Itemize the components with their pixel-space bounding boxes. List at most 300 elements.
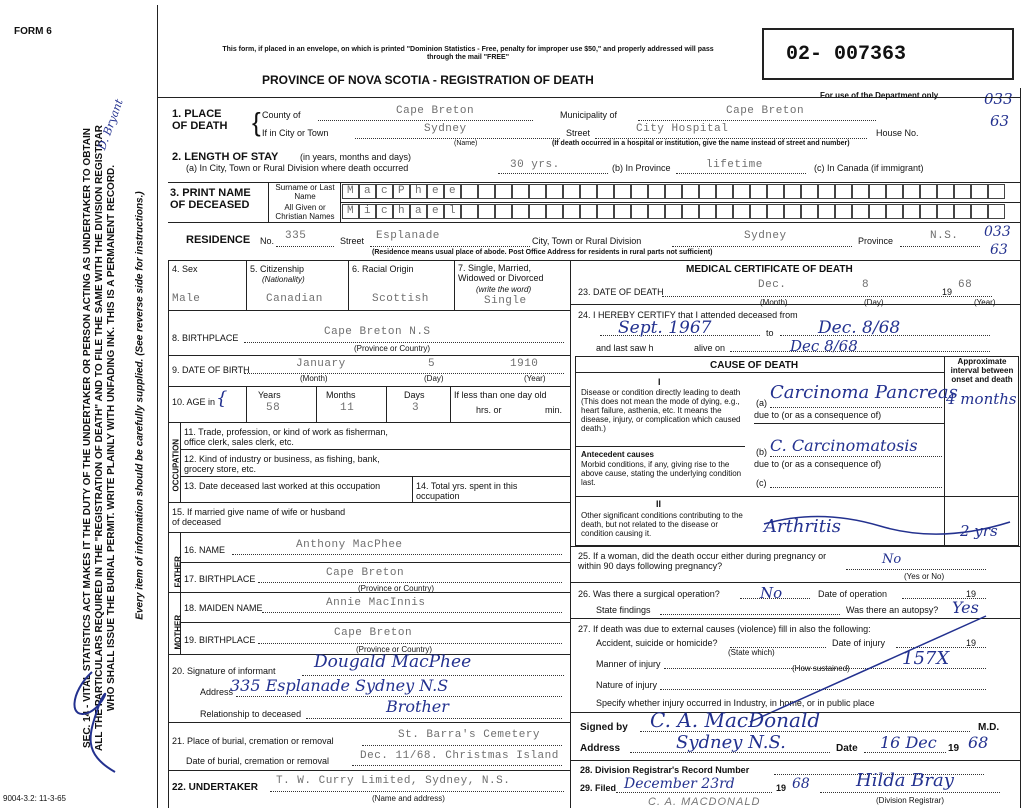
father-birthplace-line	[258, 582, 562, 583]
surname-letter-box	[716, 184, 733, 199]
given-name-letter-box	[495, 204, 512, 219]
dod-year-sub: (Year)	[974, 298, 996, 307]
signature-year: 68	[968, 733, 989, 752]
given-name-letter-box	[920, 204, 937, 219]
rule	[168, 310, 570, 311]
cause-b-line	[770, 456, 942, 457]
residence-code-2: 63	[990, 242, 1008, 258]
rule	[180, 622, 570, 623]
informant-signature-label: 20. Signature of informant	[172, 666, 276, 676]
coding-value: 157X	[902, 648, 950, 669]
surname-letter-box	[937, 184, 954, 199]
q13-last-worked-label: 13. Date deceased last worked at this occupation	[184, 481, 381, 491]
age-months-label: Months	[326, 390, 356, 400]
physician-address-label: Address	[580, 743, 621, 754]
surname-letter-box	[359, 184, 376, 199]
external-causes-question: 27. If death was due to external causes (violence) fill in also the following:	[578, 624, 871, 634]
given-name-letter: M	[347, 205, 355, 217]
surname-letter: h	[415, 185, 423, 197]
residence-code-1: 033	[984, 224, 1011, 240]
marital-sub: (write the word)	[476, 285, 532, 294]
municipality-value: Cape Breton	[726, 105, 805, 117]
given-name-letter-box	[393, 204, 410, 219]
mother-birthplace-sub: (Province or Country)	[356, 645, 433, 654]
given-name-letter-box	[869, 204, 886, 219]
age-days-label: Days	[404, 390, 425, 400]
rule	[348, 260, 349, 310]
relationship-line	[306, 718, 562, 719]
min-label: min.	[545, 405, 563, 415]
surname-letter-box	[631, 184, 648, 199]
cause-b-label: (b)	[756, 447, 767, 457]
operation-century: 19	[966, 589, 977, 599]
interval-heading: Approximate interval between onset and death	[950, 357, 1014, 384]
surname-letter-box	[478, 184, 495, 199]
alive-on-label: alive on	[694, 343, 726, 353]
signature-date-line	[864, 752, 946, 753]
given-name-letter-box	[937, 204, 954, 219]
part-one-label: I	[658, 377, 661, 387]
physician-name-stamp: C. A. MACDONALD	[648, 796, 761, 808]
hrs-label: hrs. or	[476, 405, 502, 415]
residence-province-line	[900, 246, 980, 247]
city-label: If in City or Town	[262, 128, 329, 138]
part-two-label: II	[656, 499, 662, 509]
given-name-letter-box	[376, 204, 393, 219]
pregnancy-value: No	[882, 552, 902, 567]
rule	[268, 182, 269, 222]
father-birthplace-label: 17. BIRTHPLACE	[184, 574, 256, 584]
birthplace-label: 8. BIRTHPLACE	[172, 333, 239, 343]
rule	[316, 386, 317, 422]
form-code: 9004-3.2: 11-3-65	[3, 794, 67, 803]
q15-spouse-label: 15. If married give name of wife or husband of deceased	[172, 507, 346, 527]
surname-letter-box	[733, 184, 750, 199]
statute-notice: SEC. 14 - VITAL STATISTICS ACT MAKES IT THE DUTY OF THE UNDERTAKER OR PERSON ACTING AS UNDERTAKER TO OBTAIN ALL THE PARTICULARS REQUIRED IN THE "REGISTRATION OF DEATH" AND TO FILE THE SAME WITH THE DIVISION REGISTRAR WHO SHALL ISSUE THE BURIAL PERMIT. WRITE PLAINLY WITH UNFADING INK. THIS IS A PERMANENT RECORD.	[82, 125, 117, 751]
date-of-death-label: 23. DATE OF DEATH	[578, 287, 664, 297]
given-name-letter-box	[546, 204, 563, 219]
dob-month: January	[296, 358, 346, 370]
racial-origin-label: 6. Racial Origin	[352, 264, 414, 274]
racial-origin-value: Scottish	[372, 293, 429, 305]
dod-day-sub: (Day)	[864, 298, 884, 307]
given-name-letter: a	[415, 205, 423, 217]
surname-letter-box	[393, 184, 410, 199]
surname-letter-box	[410, 184, 427, 199]
marital-label: 7. Single, Married, Widowed or Divorced	[458, 263, 544, 283]
given-name-letter-box	[648, 204, 665, 219]
form-right-border	[1020, 88, 1021, 808]
surname-letter-box	[750, 184, 767, 199]
surname-letter: e	[432, 185, 440, 197]
relationship-label: Relationship to deceased	[200, 709, 302, 719]
occupation-side-label: OCCUPATION	[171, 438, 181, 492]
age-days: 3	[412, 402, 420, 414]
given-name-letter-box	[580, 204, 597, 219]
department-code-2: 63	[990, 112, 1010, 130]
given-name-letter-box	[682, 204, 699, 219]
residence-no-label: No.	[260, 236, 275, 246]
department-code-1: 033	[984, 90, 1013, 108]
rule	[246, 386, 247, 422]
surgery-question: 26. Was there a surgical operation?	[578, 589, 720, 599]
part-two-description: Other significant conditions contributing to the death, but not related to the disease or condition causing it.	[581, 511, 743, 538]
attended-to-label: to	[766, 328, 774, 338]
street-line	[595, 138, 867, 139]
last-saw-date: Dec 8/68	[790, 337, 858, 355]
cause-c-label: (c)	[756, 478, 767, 488]
mother-name-line	[262, 612, 562, 613]
undertaker-sub: (Name and address)	[372, 794, 445, 803]
given-name-letter: e	[432, 205, 440, 217]
filed-date: December 23rd	[624, 776, 735, 792]
stay-a-line	[498, 173, 608, 174]
surname-letter-box	[920, 184, 937, 199]
mother-birthplace-value: Cape Breton	[334, 627, 413, 639]
manner-label: Manner of injury	[596, 659, 661, 669]
birthplace-line	[244, 342, 564, 343]
age-years: 58	[266, 402, 281, 414]
given-name-letter-box	[835, 204, 852, 219]
rule	[158, 97, 1020, 98]
marital-value: Single	[484, 295, 527, 307]
place-of-death-label: 1. PLACE OF DEATH	[172, 108, 228, 132]
surname-letter-box	[376, 184, 393, 199]
surname-letter: a	[364, 185, 372, 197]
cause-a-line	[770, 407, 942, 408]
operation-date-label: Date of operation	[818, 589, 888, 599]
part-one-description: Disease or condition directly leading to death (This does not mean the mode of dying, e.g., heart failure, asthenia, etc. It means the disease, injury, or complication which caused death.)	[581, 388, 741, 433]
age-years-label: Years	[258, 390, 281, 400]
rule	[570, 304, 1020, 305]
attended-to-line	[780, 335, 990, 336]
given-name-letter-box	[988, 204, 1005, 219]
less-than-day-label: If less than one day old	[454, 390, 547, 400]
autopsy-value: Yes	[952, 598, 979, 617]
given-name-letter-box	[852, 204, 869, 219]
given-name-letter-box	[716, 204, 733, 219]
accident-label: Accident, suicide or homicide?	[596, 638, 718, 648]
cause-a-value: Carcinoma Pancreas	[770, 382, 958, 403]
rule	[575, 372, 945, 373]
rule	[168, 222, 1020, 223]
father-side-label: FATHER	[173, 556, 183, 588]
rule	[412, 476, 413, 502]
rule	[454, 260, 455, 310]
given-name-letter-box	[971, 204, 988, 219]
other-condition-interval: 2 yrs	[960, 522, 998, 540]
surname-letter-box	[597, 184, 614, 199]
print-name-label: 3. PRINT NAME OF DECEASED	[170, 187, 251, 211]
informant-address: 335 Esplanade Sydney N.S	[230, 676, 449, 695]
surname-letter-box	[818, 184, 835, 199]
county-line	[318, 120, 533, 121]
surname-letter-box	[886, 184, 903, 199]
municipality-line	[638, 120, 876, 121]
cause-b-value: C. Carcinomatosis	[770, 436, 918, 455]
given-name-letter-box	[801, 204, 818, 219]
street-value: City Hospital	[636, 123, 729, 135]
registrar-signature: Hilda Bray	[856, 770, 954, 791]
surname-letter-box	[427, 184, 444, 199]
given-name-letter-box	[665, 204, 682, 219]
surname-letter-box	[512, 184, 529, 199]
surname-letter-box	[529, 184, 546, 199]
surname-letter-box	[869, 184, 886, 199]
antecedent-label: Antecedent causes	[581, 450, 654, 459]
house-label: House No.	[876, 128, 919, 138]
alive-on-line	[730, 351, 990, 352]
date-of-death-month: Dec.	[758, 279, 787, 291]
nature-label: Nature of injury	[596, 680, 658, 690]
state-which: (State which)	[728, 648, 775, 657]
mother-maiden-name-label: 18. MAIDEN NAME	[184, 603, 263, 613]
mother-maiden-name-value: Annie MacInnis	[326, 597, 426, 609]
surname-letter-box	[665, 184, 682, 199]
undertaker-value: T. W. Curry Limited, Sydney, N.S.	[276, 775, 511, 787]
burial-place-line	[362, 745, 562, 746]
how-sustained: (How sustained)	[792, 664, 850, 673]
injury-century: 19	[966, 638, 977, 648]
birthplace-value: Cape Breton N.S	[324, 326, 431, 338]
autopsy-label: Was there an autopsy?	[846, 605, 939, 615]
q11-trade-label: 11. Trade, profession, or kind of work as fisherman, office clerk, sales clerk, etc.	[184, 427, 388, 447]
age-months: 11	[340, 402, 355, 414]
given-name-letter-box	[631, 204, 648, 219]
margin-signature-mark	[60, 662, 130, 782]
signed-by-label: Signed by	[580, 722, 628, 733]
given-name-letter-box	[954, 204, 971, 219]
rule	[575, 496, 1019, 497]
date-of-death-day: 8	[862, 279, 870, 291]
given-name-letter-box	[750, 204, 767, 219]
dob-day: 5	[428, 358, 436, 370]
surname-letter-box	[342, 184, 359, 199]
father-name-value: Anthony MacPhee	[296, 539, 403, 551]
brace: {	[252, 107, 261, 137]
surname-letter-box	[784, 184, 801, 199]
rule	[168, 260, 1020, 261]
signature-date: 16 Dec	[880, 733, 937, 752]
surname-letter: M	[347, 185, 355, 197]
dob-year-sub: (Year)	[524, 374, 546, 383]
surname-letter-box	[954, 184, 971, 199]
q12-industry-label: 12. Kind of industry or business, as fishing, bank, grocery store, etc.	[184, 454, 380, 474]
due-to-label-1: due to (or as a consequence of)	[754, 410, 882, 420]
stay-a-value: 30 yrs.	[510, 159, 560, 171]
pregnancy-question: 25. If a woman, did the death occur either during pregnancy or within 90 days following pregnancy?	[578, 551, 827, 571]
top-notice: This form, if placed in an envelope, on which is printed "Dominion Statistics - Free, penalty for improper use $50," and properly addressed will pass through the mail "FREE"	[222, 46, 714, 61]
citizenship-label: 5. Citizenship	[250, 264, 305, 274]
surname-letter-box	[614, 184, 631, 199]
surname-letter-box	[461, 184, 478, 199]
residence-label: RESIDENCE	[186, 234, 251, 246]
rule	[575, 446, 745, 447]
surname-letter-box	[563, 184, 580, 199]
residence-street-value: Esplanade	[376, 230, 440, 242]
given-name-letter: h	[398, 205, 406, 217]
registrar-record-label: 28. Division Registrar's Record Number	[580, 765, 750, 775]
filed-line	[616, 792, 772, 793]
surname-letter-box	[971, 184, 988, 199]
residence-no-value: 335	[285, 230, 307, 242]
filed-label: 29. Filed	[580, 783, 617, 793]
antecedent-description: Morbid conditions, if any, giving rise to the above cause, stating the underlying condition last.	[581, 460, 742, 487]
surname-letter-box	[767, 184, 784, 199]
date-of-death-century: 19	[942, 287, 953, 297]
length-of-stay-label: 2. LENGTH OF STAY	[172, 151, 279, 163]
residence-province-value: N.S.	[930, 230, 959, 242]
burial-place-value: St. Barra's Cemetery	[398, 729, 541, 741]
given-name-letter-box	[461, 204, 478, 219]
registrar-line	[820, 792, 1000, 793]
dob-month-sub: (Month)	[300, 374, 328, 383]
surname-letter-box	[835, 184, 852, 199]
rule	[168, 532, 570, 533]
dob-day-sub: (Day)	[424, 374, 444, 383]
residence-street-label: Street	[340, 236, 365, 246]
surname-letter-box	[546, 184, 563, 199]
rule	[570, 760, 1020, 761]
surgery-value: No	[760, 584, 783, 602]
burial-place-label: 21. Place of burial, cremation or removal	[172, 736, 334, 746]
hospital-note: (If death occurred in a hospital or institution, give the name instead of street and number)	[552, 140, 850, 147]
given-name-letter-box	[478, 204, 495, 219]
residence-city-label: City, Town or Rural Division	[532, 236, 642, 246]
surname-letter-box	[699, 184, 716, 199]
rule	[754, 423, 944, 424]
rule	[340, 202, 1020, 203]
filed-century: 19	[776, 783, 787, 793]
rule	[168, 770, 570, 771]
cause-strikethrough-scribble	[760, 498, 1016, 546]
father-name-line	[232, 554, 562, 555]
residence-note: (Residence means usual place of abode. Post Office Address for residents in rural parts not sufficient)	[372, 249, 713, 256]
column-divider	[570, 260, 571, 808]
registration-number: 02- 007363	[786, 43, 907, 66]
stay-a-label: (a) In City, Town or Rural Division where death occurred	[186, 163, 409, 173]
attended-from: Sept. 1967	[618, 318, 712, 338]
other-condition-value: Arthritis	[764, 516, 842, 537]
surname-letter: e	[449, 185, 457, 197]
burial-date-label: Date of burial, cremation or removal	[186, 756, 330, 766]
given-name-letter-box	[427, 204, 444, 219]
surname-letter-box	[852, 184, 869, 199]
birthplace-sub: (Province or Country)	[354, 344, 431, 353]
surname-letter-box	[580, 184, 597, 199]
surname-letter: P	[398, 185, 406, 197]
given-name-letter-box	[886, 204, 903, 219]
dob-year: 1910	[510, 358, 539, 370]
registration-number-box	[762, 28, 1014, 80]
county-value: Cape Breton	[396, 105, 475, 117]
mother-birthplace-label: 19. BIRTHPLACE	[184, 635, 256, 645]
surname-label: Surname or Last Name	[275, 183, 335, 201]
rule	[168, 502, 570, 503]
form-number: FORM 6	[14, 26, 52, 37]
residence-street-line	[370, 246, 530, 247]
last-saw-label: and last saw h	[596, 343, 654, 353]
specify-label: Specify whether injury occurred in Industry, in home, or in public place	[596, 698, 875, 708]
surname-letter-box	[444, 184, 461, 199]
stay-b-value: lifetime	[706, 159, 763, 171]
given-name-letter-box	[903, 204, 920, 219]
given-name-letter-box	[342, 204, 359, 219]
cause-a-label: (a)	[756, 398, 767, 408]
margin-initials: D. Bryant	[95, 97, 126, 152]
signature-century: 19	[948, 743, 960, 754]
sex-label: 4. Sex	[172, 264, 198, 274]
filed-year: 68	[792, 776, 810, 792]
undertaker-label: 22. UNDERTAKER	[172, 782, 258, 793]
given-name-letter-box	[444, 204, 461, 219]
mother-side-label: MOTHER	[173, 614, 183, 650]
stay-b-label: (b) In Province	[612, 163, 671, 173]
city-value: Sydney	[424, 123, 467, 135]
relationship-value: Brother	[386, 697, 449, 716]
attended-to: Dec. 8/68	[818, 318, 901, 338]
q14-total-years-label: 14. Total yrs. spent in this occupation	[416, 481, 518, 501]
rule	[168, 355, 570, 356]
given-name-letter-box	[512, 204, 529, 219]
registrar-sub: (Division Registrar)	[876, 796, 945, 805]
physician-address: Sydney N.S.	[676, 732, 786, 753]
citizenship-value: Canadian	[266, 293, 323, 305]
given-name-letter-box	[818, 204, 835, 219]
surname-letter-box	[682, 184, 699, 199]
rule	[168, 422, 570, 423]
pregnancy-yesno: (Yes or No)	[904, 572, 945, 581]
date-of-birth-label: 9. DATE OF BIRTH	[172, 365, 250, 375]
pregnancy-line	[846, 569, 986, 570]
rule	[168, 260, 169, 808]
certify-label: 24. I HEREBY CERTIFY that I attended deceased from	[578, 310, 798, 320]
city-line	[355, 138, 560, 139]
street-label: Street	[566, 128, 591, 138]
rule	[168, 722, 570, 723]
residence-no-line	[276, 246, 334, 247]
surname-letter-box	[648, 184, 665, 199]
surname-letter-box	[903, 184, 920, 199]
md-label: M.D.	[978, 722, 1000, 733]
date-of-death-year: 68	[958, 279, 973, 291]
citizenship-sub: (Nationality)	[262, 275, 305, 284]
surname-letter-box	[495, 184, 512, 199]
mother-birthplace-line	[258, 643, 562, 644]
physician-signature: C. A. MacDonald	[650, 708, 821, 732]
due-to-label-2: due to (or as a consequence of)	[754, 459, 882, 469]
stay-c-label: (c) In Canada (if immigrant)	[814, 163, 924, 173]
father-birthplace-value: Cape Breton	[326, 567, 405, 579]
surname-letter-box	[988, 184, 1005, 199]
rule	[570, 546, 1020, 547]
given-name-letter-box	[410, 204, 427, 219]
findings-label: State findings	[596, 605, 651, 615]
municipality-label: Municipality of	[560, 110, 618, 120]
rule	[246, 260, 247, 310]
cause-of-death-heading: CAUSE OF DEATH	[710, 360, 799, 371]
rule	[450, 386, 451, 422]
instructions-notice: Every item of information should be carefully supplied. (See reverse side for instructions.)	[134, 191, 146, 620]
surname-letter: c	[381, 185, 389, 197]
sex-value: Male	[172, 293, 201, 305]
age-bracket-mark: {	[216, 388, 228, 409]
residence-city-value: Sydney	[744, 230, 787, 242]
given-name-letter-box	[614, 204, 631, 219]
cause-a-interval: 4 months	[946, 390, 1017, 408]
informant-signature: Dougald MacPhee	[314, 652, 472, 672]
given-name-letter-box	[597, 204, 614, 219]
